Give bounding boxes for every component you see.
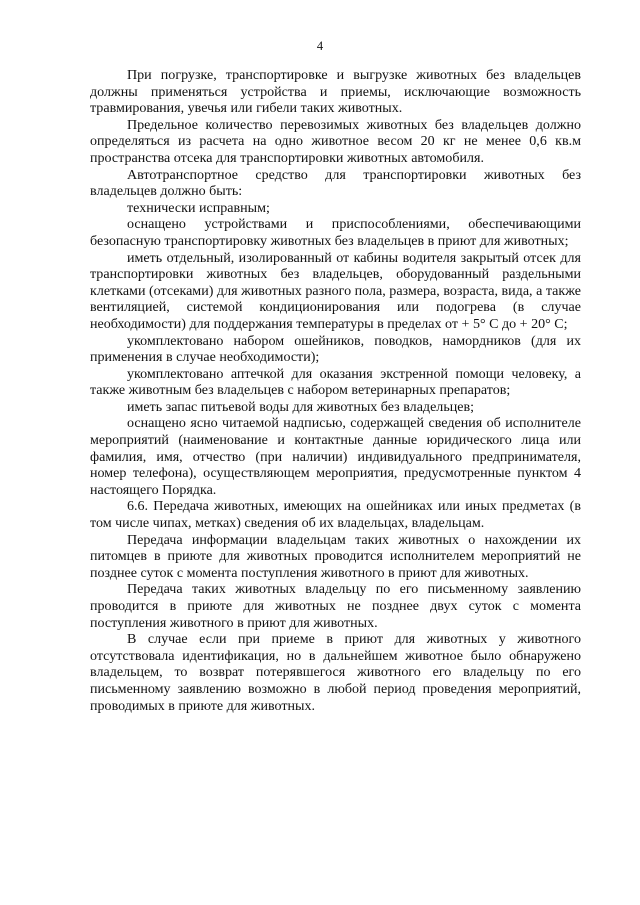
- page-number: 4: [316, 39, 324, 53]
- list-item-isolated-compartment: иметь отдельный, изолированный от кабины водителя закрытый отсек для транспортировки животных без владельцев, оборудованный раздельными клетками (отсеками) для животных разного пола, размера, возраста, вида, а также вентиляцией, системой кондиционирования или подогрева (в случае необходимости) для поддержания температуры в пределах от + 5° С до + 20° С;: [90, 249, 581, 332]
- paragraph-return-on-request: Передача таких животных владельцу по его письменному заявлению проводится в приюте для животных не позднее двух суток с момента поступления животного в приют для животных.: [90, 581, 581, 631]
- list-item-water-supply: иметь запас питьевой воды для животных без владельцев;: [127, 398, 475, 415]
- list-item-safety-devices: оснащено устройствами и приспособлениями, обеспечивающими безопасную транспортировку животных без владельцев в приют для животных;: [90, 216, 581, 249]
- document-body: [90, 67, 581, 714]
- paragraph-owner-notification: Передача информации владельцам таких животных о нахождении их питомцев в приюте для животных проводится исполнителем мероприятий не позднее суток с момента поступления животного в приют для животных.: [90, 531, 581, 581]
- paragraph-vehicle-requirements-intro: Автотранспортное средство для транспортировки животных без владельцев должно быть:: [90, 166, 581, 200]
- list-item-contractor-sign: оснащено ясно читаемой надписью, содержащей сведения об исполнителе мероприятий (наименование и контактные данные юридического лица или фамилия, имя, отчество (при наличии) индивидуального предпринимателя, номер телефона), осуществляющем мероприятия, предусмотренные пунктом 4 настоящего Порядка.: [90, 415, 581, 498]
- section-heading-6-6: 6.6. Передача животных, имеющих на ошейниках или иных предметах (в том числе чипах, метках) сведения об их владельцах, владельцам.: [90, 498, 581, 532]
- paragraph-no-identification: В случае если при приеме в приют для животных у животного отсутствовала идентификация, но в дальнейшем животное было обнаружено владельцем, то возврат потерявшегося животного его владельцу по его письменному заявлению возможно в любой период проведения мероприятий, проводимых в приюте для животных.: [90, 631, 581, 714]
- paragraph-animal-limit: Предельное количество перевозимых животных без владельцев должно определяться из расчета на одно животное весом 20 кг не менее 0,6 кв.м пространства отсека для транспортировки животных автомобиля.: [90, 116, 581, 166]
- list-item-first-aid-kit: укомплектовано аптечкой для оказания экстренной помощи человеку, а также животным без владельцев с набором ветеринарных препаратов;: [90, 365, 581, 399]
- list-item-collars-leashes: укомплектовано набором ошейников, поводков, намордников (для их применения в случае необходимости);: [90, 332, 581, 366]
- paragraph-loading-rules: При погрузке, транспортировке и выгрузке животных без владельцев должны применяться устройства и приемы, исключающие возможность травмирования, увечья или гибели таких животных.: [90, 67, 581, 117]
- list-item-technically-sound: технически исправным;: [127, 199, 270, 216]
